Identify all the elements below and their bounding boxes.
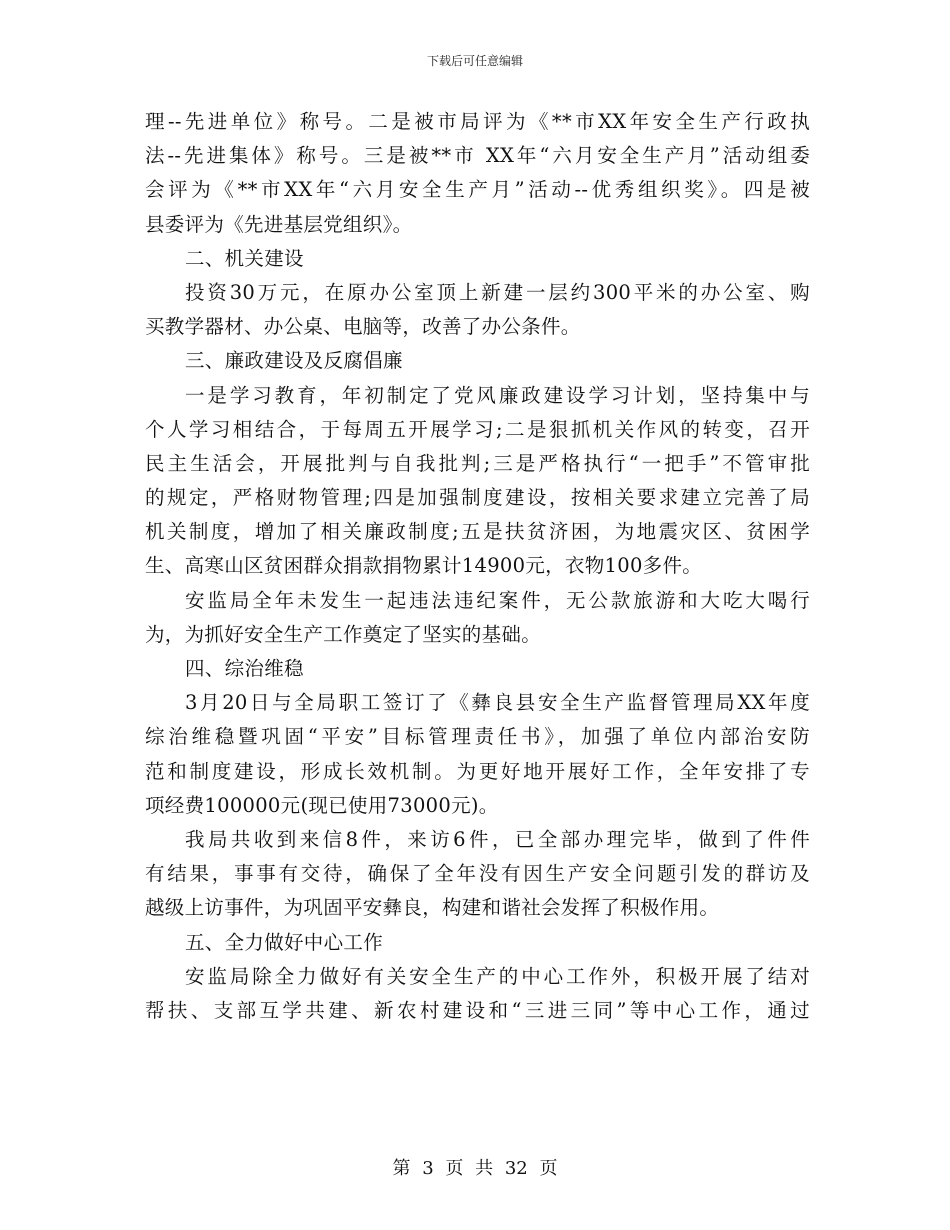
paragraph-line: 民主生活会，开展批判与自我批判;三是严格执行“一把手”不管审批 (145, 451, 810, 475)
paragraph-line-first: 三、廉政建设及反腐倡廉 (185, 349, 403, 373)
document-body (145, 105, 810, 1028)
paragraph-line: 买教学器材、办公桌、电脑等，改善了办公条件。 (145, 315, 581, 339)
paragraph-line: 理--先进单位》称号。二是被市局评为《**市XX年安全生产行政执 (145, 110, 810, 133)
paragraph-line: 的规定，严格财物管理;四是加强制度建设，按相关要求建立完善了局 (145, 486, 810, 510)
paragraph-line-first: 投资30万元，在原办公室顶上新建一层约300平米的办公室、购 (185, 280, 810, 304)
paragraph-line: 帮扶、支部互学共建、新农村建设和“三进三同”等中心工作，通过 (145, 998, 810, 1022)
paragraph-line: 个人学习相结合，于每周五开展学习;二是狠抓机关作风的转变，召开 (145, 417, 810, 441)
paragraph-line-first: 安监局除全力做好有关安全生产的中心工作外，积极开展了结对 (185, 964, 810, 988)
paragraph-line: 有结果，事事有交待，确保了全年没有因生产安全问题引发的群访及 (145, 862, 810, 886)
page-header: 下载后可任意编辑 (426, 54, 523, 68)
paragraph-line: 范和制度建设，形成长效机制。为更好地开展好工作，全年安排了专 (145, 759, 810, 783)
paragraph-line: 综治维稳暨巩固“平安”目标管理责任书》，加强了单位内部治安防 (145, 725, 810, 749)
paragraph-line: 为，为抓好安全生产工作奠定了坚实的基础。 (145, 622, 542, 646)
paragraph-line-first: 一是学习教育，年初制定了党风廉政建设学习计划，坚持集中与 (185, 383, 810, 407)
paragraph-line-first: 二、机关建设 (185, 246, 304, 270)
paragraph-line: 项经费100000元(现已使用73000元)。 (145, 793, 499, 817)
paragraph-line: 机关制度，增加了相关廉政制度;五是扶贫济困，为地震灾区、贫困学 (145, 520, 810, 544)
paragraph-line: 越级上访事件，为巩固平安彝良，构建和谐社会发挥了积极作用。 (145, 896, 720, 920)
paragraph-line: 法--先进集体》称号。三是被**市 XX年“六月安全生产月”活动组委 (145, 144, 810, 168)
paragraph-line-first: 我局共收到来信8件，来访6件，已全部办理完毕，做到了件件 (185, 827, 810, 851)
paragraph-line: 县委评为《先进基层党组织》。 (145, 212, 413, 236)
paragraph-line: 会评为《**市XX年“六月安全生产月”活动--优秀组织奖》。四是被 (145, 178, 810, 202)
paragraph-line-first: 3月20日与全局职工签订了《彝良县安全生产监督管理局XX年度 (185, 691, 810, 715)
paragraph-line-first: 五、全力做好中心工作 (185, 930, 384, 954)
paragraph-line-first: 四、综治维稳 (185, 657, 304, 680)
paragraph-line-first: 安监局全年未发生一起违法违纪案件，无公款旅游和大吃大喝行 (185, 588, 810, 612)
page-footer: 第 3 页 共 32 页 (392, 1158, 558, 1179)
paragraph-line: 生、高寒山区贫困群众捐款捐物累计14900元，衣物100多件。 (145, 554, 703, 578)
